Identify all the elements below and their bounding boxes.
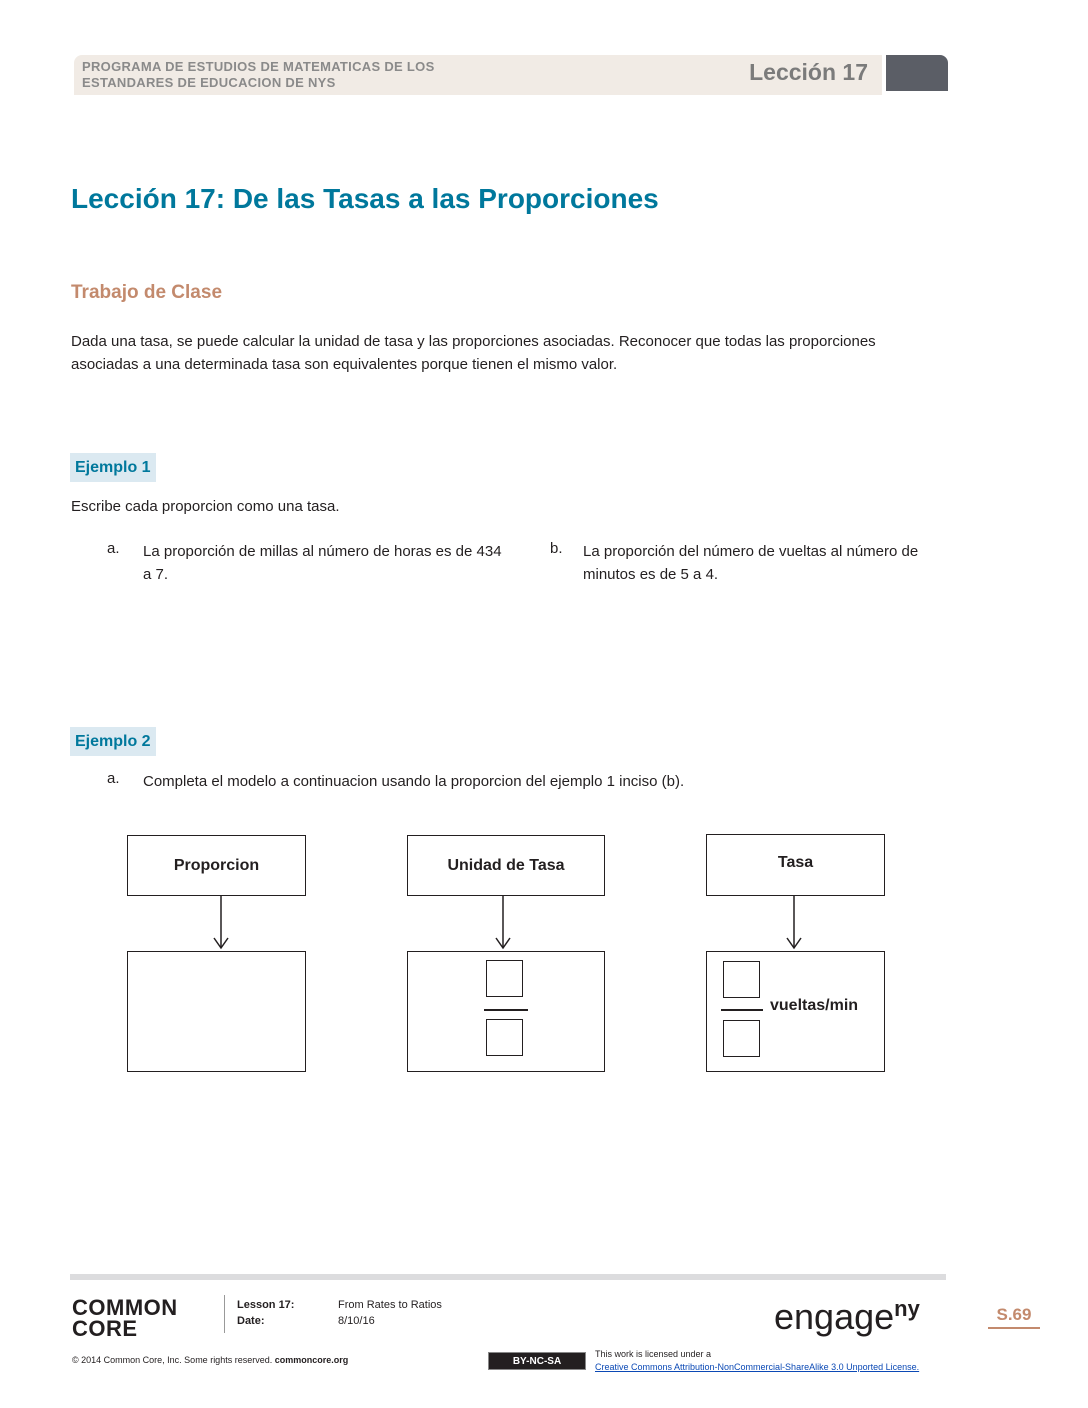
- footer-date-key: Date:: [237, 1315, 265, 1327]
- numerator-blank[interactable]: [723, 961, 760, 998]
- section-title: Trabajo de Clase: [71, 282, 223, 303]
- example1-instruction: Escribe cada proporcion como una tasa.: [71, 498, 340, 515]
- tasa-label: Tasa: [777, 854, 814, 871]
- copyright-line: [72, 1355, 348, 1365]
- cc-license-badge[interactable]: [488, 1352, 586, 1370]
- program-title-line2: ESTANDARES DE EDUCACION DE NYS: [82, 75, 336, 90]
- tasa-header-box: [706, 834, 885, 896]
- engage-text: engage: [774, 1296, 895, 1337]
- example1-item-b-text: La proporción del número de vueltas al número de minutos es de 5 a 4.: [583, 543, 919, 583]
- footer-rule: [70, 1274, 946, 1280]
- unit-label: vueltas/min: [770, 997, 859, 1014]
- example1-item-a-letter: a.: [107, 540, 120, 557]
- copyright-site[interactable]: commoncore.org: [274, 1355, 349, 1365]
- program-title: [82, 59, 552, 91]
- example1-item-a-text: La proporción de millas al número de horas es de 434 a 7.: [143, 543, 502, 583]
- engage-sup: ny: [894, 1296, 920, 1321]
- footer-date-value: 8/10/16: [338, 1315, 375, 1327]
- numerator-blank[interactable]: [486, 960, 523, 997]
- proporcion-header-box: [127, 835, 306, 896]
- denominator-blank[interactable]: [723, 1020, 760, 1057]
- footer-divider: [224, 1295, 225, 1333]
- tasa-answer-box: [706, 951, 885, 1072]
- program-title-line1: PROGRAMA DE ESTUDIOS DE MATEMATICAS DE LOS: [82, 59, 435, 74]
- example2-item-a-text: Completa el modelo a continuacion usando la proporcion del ejemplo 1 inciso (b).: [143, 773, 685, 790]
- fraction-bar: [484, 1009, 528, 1011]
- copyright-text: © 2014 Common Core, Inc. Some rights reserved.: [72, 1355, 273, 1365]
- logo-line1: COMMON: [72, 1295, 178, 1320]
- logo-line2: CORE: [72, 1316, 138, 1341]
- cc-badge-text: BY-NC-SA: [512, 1355, 562, 1367]
- arrow-down-icon: [783, 896, 805, 952]
- arrow-down-icon: [210, 896, 232, 952]
- proporcion-label: Proporcion: [173, 856, 260, 874]
- page-title: Lección 17: De las Tasas a las Proporciones: [71, 183, 659, 214]
- example2-item-a-letter: a.: [107, 770, 120, 787]
- footer-lesson-key: Lesson 17:: [237, 1299, 295, 1311]
- header-lesson-label: Lección 17: [749, 59, 868, 85]
- proporcion-answer-box[interactable]: [127, 951, 306, 1072]
- denominator-blank[interactable]: [486, 1019, 523, 1056]
- engageny-logo: [774, 1296, 920, 1338]
- fraction-bar: [721, 1009, 763, 1011]
- footer-lesson-value: From Rates to Ratios: [338, 1299, 442, 1311]
- example1-tag: Ejemplo 1: [70, 453, 156, 482]
- license-text-line1: This work is licensed under a: [595, 1349, 712, 1359]
- unidad-de-tasa-header-box: [407, 835, 605, 896]
- unidad-de-tasa-label: Unidad de Tasa: [447, 856, 565, 874]
- unidad-de-tasa-answer-box: [407, 951, 605, 1072]
- header-tab: [886, 55, 948, 91]
- page-number: S.69: [988, 1305, 1040, 1329]
- example2-tag: Ejemplo 2: [70, 727, 156, 756]
- example1-item-b-letter: b.: [550, 540, 563, 557]
- common-core-logo: [72, 1297, 178, 1339]
- arrow-down-icon: [492, 896, 514, 952]
- license-link[interactable]: Creative Commons Attribution-NonCommercial-ShareAlike 3.0 Unported License.: [595, 1362, 920, 1372]
- intro-paragraph: Dada una tasa, se puede calcular la unidad de tasa y las proporciones asociadas. Reconocer que todas las proporciones asociadas a una determinada tasa son equivalentes porque tienen el mismo valor.: [71, 333, 876, 373]
